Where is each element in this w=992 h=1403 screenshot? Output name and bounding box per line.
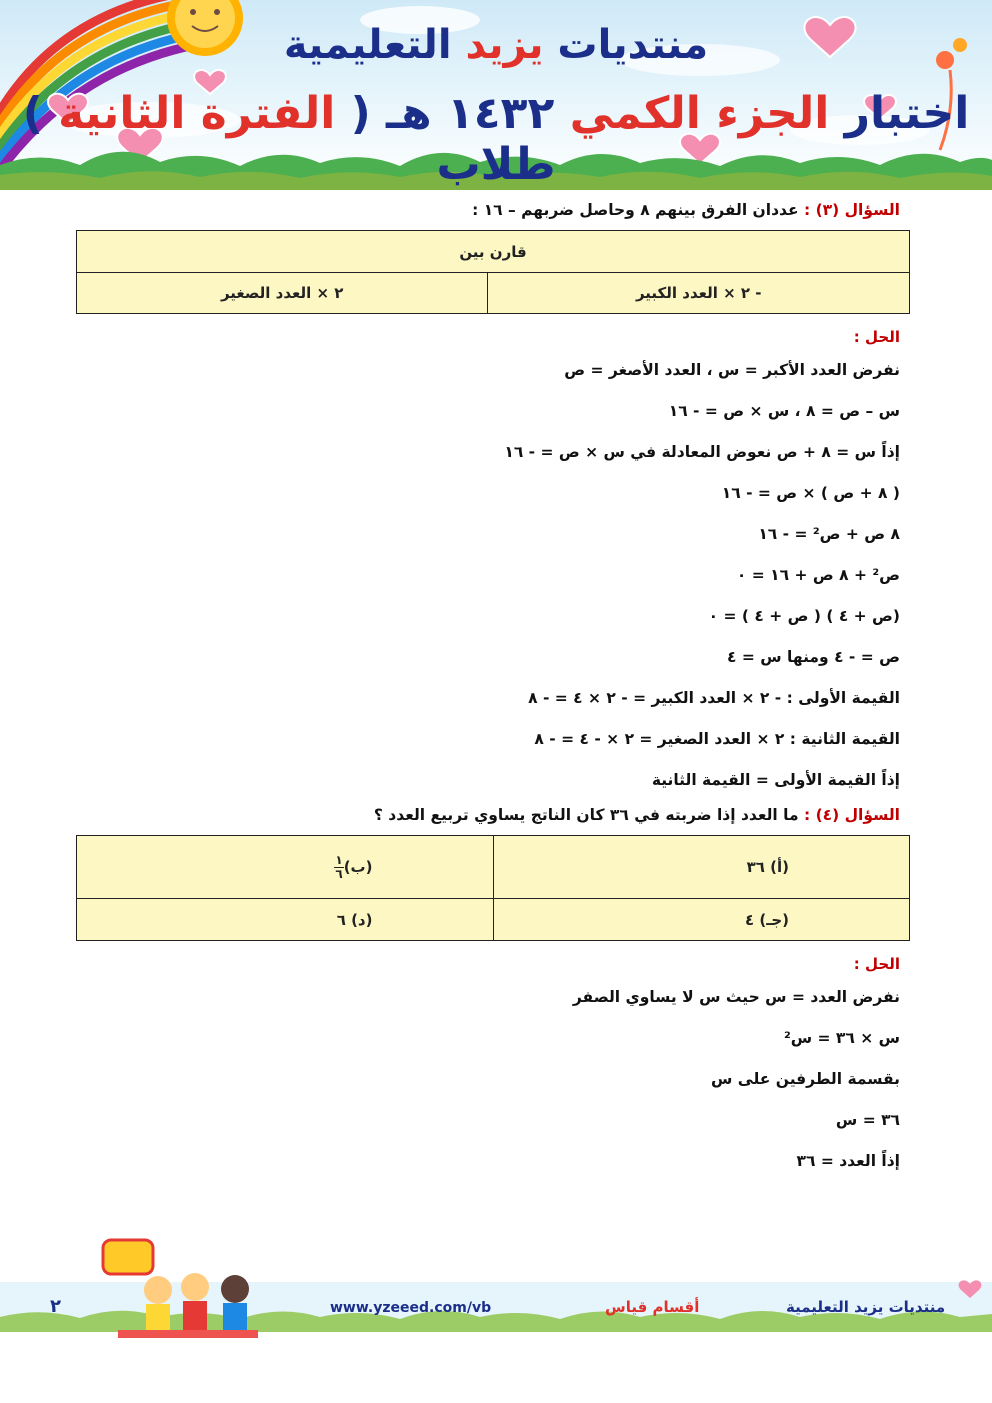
option-b[interactable] <box>77 836 494 899</box>
option-a[interactable] <box>493 836 910 899</box>
solution-line: ( ٨ + ص ) × ص = - ١٦ <box>721 484 900 502</box>
page-number: ٢ <box>50 1296 61 1317</box>
solution-line: ص² + ٨ ص + ١٦ = ٠ <box>736 566 900 584</box>
options-table <box>76 835 910 941</box>
option-c[interactable] <box>493 899 910 941</box>
solution-line: القيمة الأولى : - ٢ × العدد الكبير = - ٢ × ٤ = - ٨ <box>528 689 900 707</box>
solution-line: ص = - ٤ ومنها س = ٤ <box>727 648 900 666</box>
option-d[interactable] <box>77 899 494 941</box>
compare-header: قارن بين <box>77 231 910 273</box>
solution-line: إذاً القيمة الأولى = القيمة الثانية <box>651 771 900 789</box>
solution-line: إذاً العدد = ٣٦ <box>796 1152 900 1170</box>
option-a-label: (أ) ٣٦ <box>746 858 789 876</box>
compare-second-quantity: ٢ × العدد الصغير <box>77 273 488 314</box>
exam-title-part: ) طلاب <box>22 88 556 190</box>
question-4-solution <box>88 977 900 1182</box>
option-b-label: (ب) <box>343 857 373 876</box>
site-title-highlight: يزيد <box>465 22 544 68</box>
solution-line: س – ص = ٨ ، س × ص = - ١٦ <box>668 402 900 420</box>
page-footer <box>0 1232 992 1357</box>
site-title-part: منتديات <box>543 22 709 68</box>
question-4-solution-label: الحل : <box>853 955 900 973</box>
solution-line: نفرض العدد = س حيث س لا يساوي الصفر <box>572 988 900 1006</box>
compare-table <box>76 230 910 314</box>
question-3-text: عددان الفرق بينهم ٨ وحاصل ضربهم – ١٦ : <box>472 201 804 219</box>
exam-title-highlight: الجزء الكمي <box>569 88 830 139</box>
main-content <box>88 196 900 1182</box>
site-title <box>0 22 992 68</box>
solution-line: إذاً س = ٨ + ص نعوض المعادلة في س × ص = - ١٦ <box>504 443 900 461</box>
footer-section: أقسام قياس <box>605 1298 700 1316</box>
option-d-label: (د) ٦ <box>336 910 373 929</box>
solution-line: ٣٦ = س <box>835 1111 900 1129</box>
question-4-text: ما العدد إذا ضربته في ٣٦ كان الناتج يساوي تربيع العدد ؟ <box>373 806 804 824</box>
site-title-part: التعليمية <box>283 22 466 68</box>
solution-line: ٨ ص + ص² = - ١٦ <box>758 525 900 543</box>
question-3-label: السؤال (٣) : <box>803 201 900 219</box>
footer-site-name: منتديات يزيد التعليمية <box>786 1298 946 1316</box>
question-4 <box>88 801 900 829</box>
exam-title-part: ١٤٣٢ هـ ( <box>335 88 570 139</box>
footer-illustration <box>0 1232 992 1357</box>
solution-line: (ص + ٤ ) ( ص + ٤ ) = ٠ <box>708 607 900 625</box>
exam-title-highlight: الفترة الثانية <box>58 88 336 139</box>
fraction-numerator: ١ <box>335 852 343 867</box>
question-3 <box>88 196 900 224</box>
exam-title-part: اختبار <box>829 88 970 139</box>
solution-line: بقسمة الطرفين على س <box>710 1070 900 1088</box>
exam-title <box>0 88 992 190</box>
page-header-banner <box>0 0 992 190</box>
solution-line: نفرض العدد الأكبر = س ، العدد الأصغر = ص <box>564 361 900 379</box>
option-c-label: (جـ) ٤ <box>744 910 789 929</box>
question-4-label: السؤال (٤) : <box>803 806 900 824</box>
solution-line: س × ٣٦ = س² <box>783 1029 900 1047</box>
question-3-solution <box>88 350 900 801</box>
footer-url-link[interactable]: www.yzeeed.com/vb <box>330 1300 492 1316</box>
fraction-denominator: ٦ <box>335 866 343 881</box>
question-3-solution-label: الحل : <box>853 328 900 346</box>
fraction <box>334 854 343 881</box>
compare-first-quantity: - ٢ × العدد الكبير <box>488 273 910 314</box>
solution-line: القيمة الثانية : ٢ × العدد الصغير = ٢ × - ٤ = - ٨ <box>534 730 900 748</box>
